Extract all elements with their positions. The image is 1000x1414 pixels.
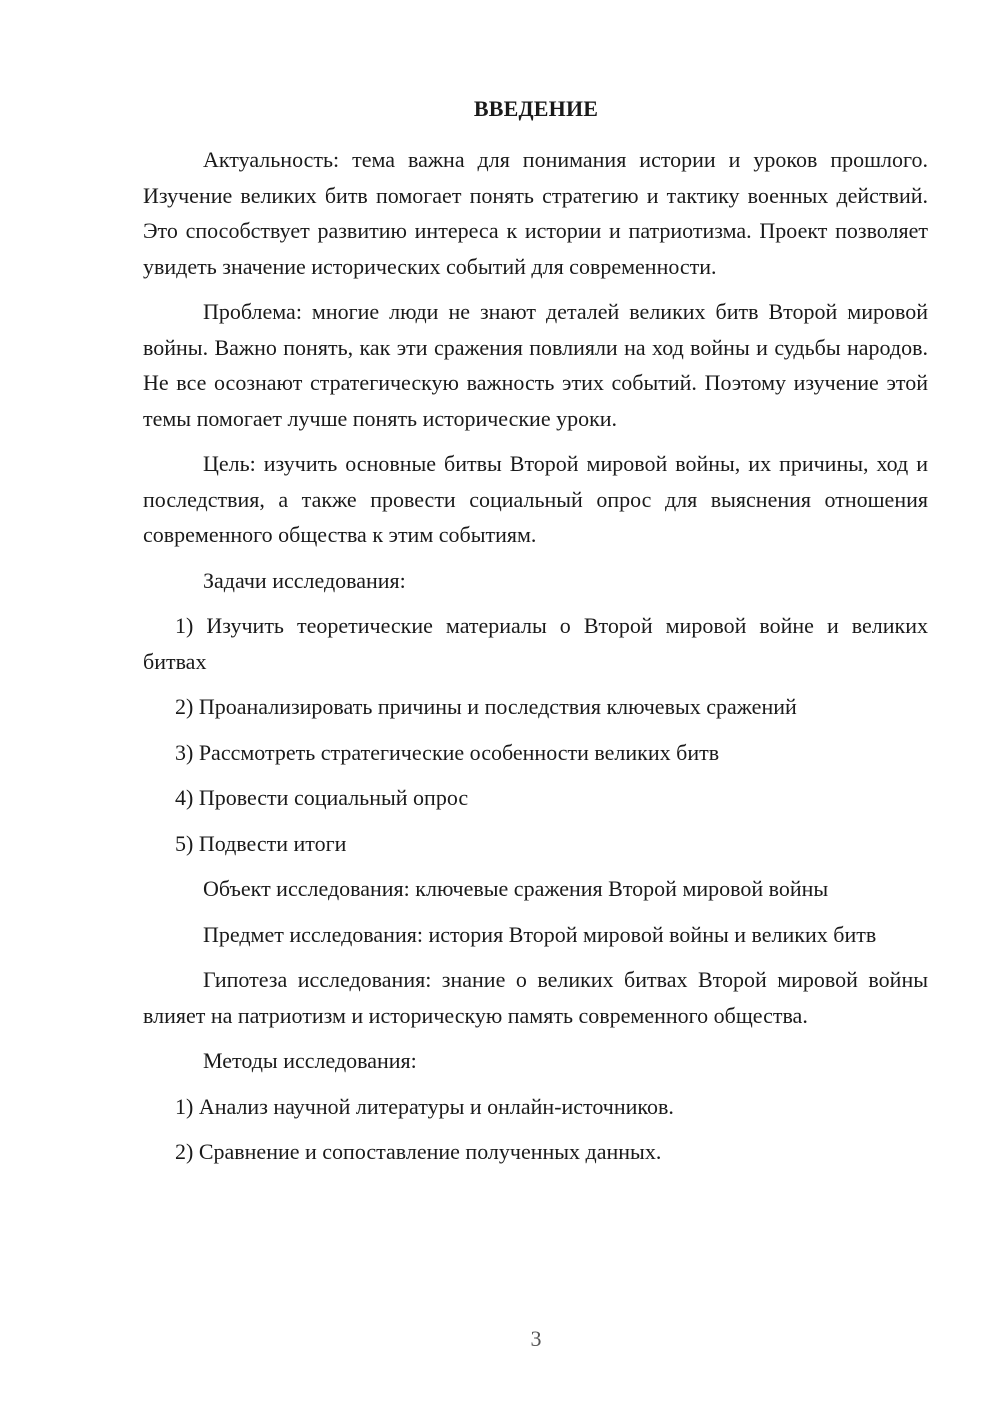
subject-paragraph: Предмет исследования: история Второй мировой войны и великих битв — [203, 921, 877, 947]
object-paragraph: Объект исследования: ключевые сражения Второй мировой войны — [203, 876, 829, 901]
page-title: ВВЕДЕНИЕ — [473, 96, 599, 121]
task-item: 3) Рассмотреть стратегические особенности великих битв — [175, 739, 720, 765]
task-item: 5) Подвести итоги — [175, 830, 347, 856]
task-item: 2) Проанализировать причины и последствия ключевых сражений — [175, 694, 797, 719]
relevance-paragraph: Актуальность: тема важна для понимания истории и уроков прошлого. Изучение великих битв помогает понять стратегию и тактику военных действий. Это способствует развитию интереса к истории и патриотизма. Проект позволяет увидеть значение исторических событий для современности. — [143, 147, 928, 279]
document-body — [143, 142, 928, 1180]
hypothesis-paragraph: Гипотеза исследования: знание о великих битвах Второй мировой войны влияет на патриотизм и историческую память современного общества. — [143, 967, 928, 1028]
goal-paragraph: Цель: изучить основные битвы Второй мировой войны, их причины, ход и последствия, а также провести социальный опрос для выяснения отношения современного общества к этим событиям. — [143, 451, 928, 547]
tasks-title: Задачи исследования: — [203, 567, 406, 593]
method-item: 2) Сравнение и сопоставление полученных данных. — [175, 1139, 662, 1164]
methods-title: Методы исследования: — [203, 1048, 417, 1073]
task-item: 4) Провести социальный опрос — [175, 785, 469, 810]
problem-paragraph: Проблема: многие люди не знают деталей великих битв Второй мировой войны. Важно понять, как эти сражения повлияли на ход войны и судьбы народов. Не все осознают стратегическую важность этих событий. Поэтому изучение этой темы помогает лучше понять исторические уроки. — [143, 299, 928, 431]
task-item: 1) Изучить теоретические материалы о Второй мировой войне и великих битвах — [143, 613, 928, 674]
page-number: 3 — [530, 1326, 542, 1351]
method-item: 1) Анализ научной литературы и онлайн-источников. — [175, 1093, 674, 1119]
